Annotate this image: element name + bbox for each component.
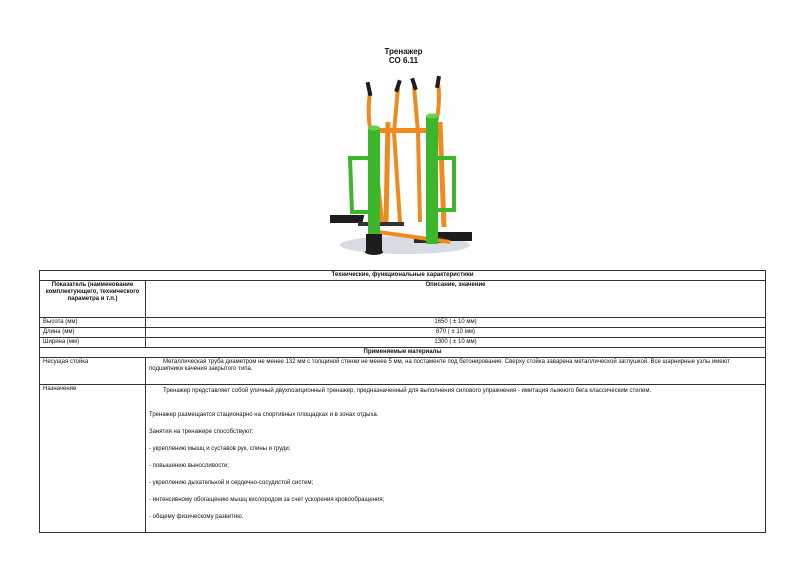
- param-value: Металлическая труба диаметром не менее 132 мм с толщиной стенки не менее 5 мм, на постаменте под бетонирование. Сверху стойка заварена металлической заглушкой. Все шарнирные узлы имеют подшипники качения закрытого типа.: [146, 358, 766, 385]
- purpose-list-item: - повышению выносливости;: [149, 463, 229, 469]
- section-header-row: [40, 271, 766, 281]
- table-row: [40, 318, 766, 328]
- purpose-paragraph: Тренажер представляет собой уличный двухпозиционный тренажер, предназначенный для выполнения силового упражнения - имитация лыжного бега классическим стилем.: [163, 388, 652, 394]
- param-name: Длина (мм): [40, 328, 146, 338]
- table-row: [40, 385, 766, 533]
- handle-left-inner: [394, 88, 400, 222]
- product-code: СО 6.11: [388, 56, 419, 65]
- post-right: [426, 114, 438, 245]
- purpose-list-item: - интенсивному обогащению мышц кислородом за счет ускорения кровообращения;: [149, 497, 385, 503]
- product-name: Тренажер: [384, 47, 423, 56]
- section-materials-title: Применяемые материалы: [40, 348, 766, 358]
- purpose-paragraph: Тренажер размещается стационарно на спортивных площадках и в зонах отдыха.: [149, 412, 379, 418]
- table-row: [40, 338, 766, 348]
- param-value: 870 ( ± 10 мм): [146, 328, 766, 338]
- purpose-paragraph: Занятия на тренажере способствуют:: [149, 429, 254, 435]
- foot-platform-left: [330, 215, 404, 226]
- grip-icon: [410, 78, 418, 91]
- purpose-list-item: - укреплению мышц и суставов рук, спины и груди;: [149, 446, 291, 452]
- crossbar: [380, 128, 426, 133]
- param-name: Несущая стойка: [40, 358, 146, 385]
- purpose-description: [146, 385, 766, 533]
- param-value: 1650 ( ± 10 мм): [146, 318, 766, 328]
- page-bottom-margin: [0, 537, 807, 571]
- column-header-row: [40, 281, 766, 318]
- param-value: 1300 ( ± 10 мм): [146, 338, 766, 348]
- grip-icon: [366, 82, 373, 97]
- column-header-value: Описание, значение: [146, 281, 766, 318]
- section-header-row: [40, 348, 766, 358]
- grip-icon: [394, 80, 402, 93]
- handle-right-inner: [414, 86, 420, 222]
- table-row: [40, 358, 766, 385]
- page-title: [0, 47, 807, 65]
- param-name: Назначение: [40, 385, 146, 533]
- section-technical-title: Технические, функциональные характеристики: [40, 271, 766, 281]
- param-name: Высота (мм): [40, 318, 146, 328]
- column-header-param: Показатель (наименование комплектующего, технического параметра и т.п.): [40, 281, 146, 318]
- param-name: Ширина (мм): [40, 338, 146, 348]
- product-image: [330, 72, 480, 262]
- purpose-list-item: - общему физическому развитию.: [149, 514, 244, 520]
- table-row: [40, 328, 766, 338]
- purpose-list-item: - укреплению дыхательной и сердечно-сосудистой систем;: [149, 480, 314, 486]
- spec-table: [39, 270, 766, 533]
